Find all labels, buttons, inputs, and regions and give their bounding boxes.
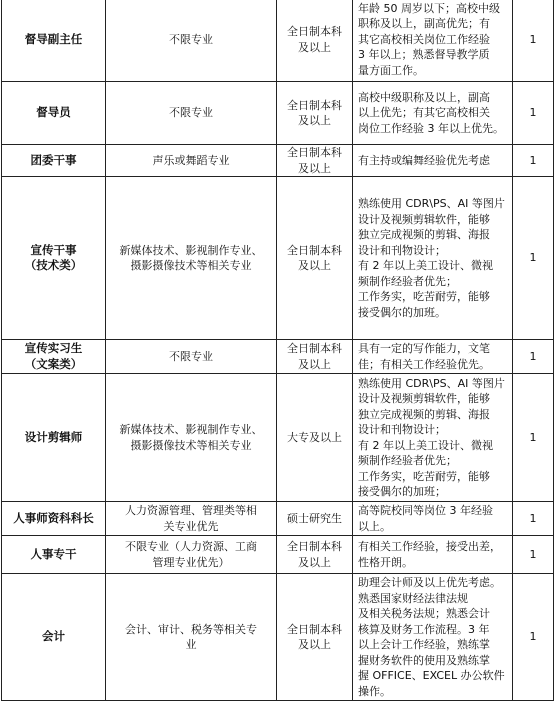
position-cell <box>2 177 106 340</box>
requirements-line: 有 2 年以上美工设计、微视 <box>358 438 493 452</box>
count-cell: 1 <box>513 145 554 177</box>
requirements-line: 具有一定的写作能力，文笔 <box>358 342 490 355</box>
position-cell <box>2 340 106 374</box>
education-line: 全日制本科 <box>287 243 342 257</box>
major-line: 声乐或舞蹈专业 <box>152 153 230 167</box>
count-cell: 1 <box>513 374 554 502</box>
requirements-cell <box>353 536 513 574</box>
requirements-line: 设计及视频剪辑软件，能够 <box>358 212 490 226</box>
education-line: 硕士研究生 <box>287 511 342 525</box>
requirements-cell <box>353 145 513 177</box>
table-row <box>2 502 554 536</box>
education-cell <box>277 574 353 701</box>
education-line: 及以上 <box>298 638 331 651</box>
requirements-line: 频制作经验者优先； <box>358 274 457 288</box>
requirements-cell <box>353 502 513 536</box>
position-line: 设计剪辑师 <box>24 429 83 444</box>
major-cell <box>106 82 277 145</box>
table-row <box>2 82 554 145</box>
count-cell: 1 <box>513 574 554 701</box>
requirements-line: 独立完成视频的剪辑、海报 <box>358 228 490 241</box>
position-line: 宣传实习生 <box>24 341 83 355</box>
position-line: 宣传干事 <box>30 242 77 257</box>
major-line: 不限专业 <box>169 32 213 46</box>
position-cell <box>2 502 106 536</box>
major-line: 摄影摄像技术等相关专业 <box>130 438 252 452</box>
position-cell <box>2 82 106 145</box>
education-line: 全日制本科 <box>287 540 342 553</box>
requirements-line: 接受偶尔的加班； <box>358 485 446 498</box>
education-cell <box>277 536 353 574</box>
position-line: （技术类） <box>24 258 83 272</box>
major-line: 管理专业优先） <box>152 555 230 569</box>
education-line: 及以上 <box>298 259 331 272</box>
requirements-line: 以上优先；有其它高校相关 <box>358 106 490 120</box>
requirements-cell <box>353 82 513 145</box>
count-cell: 1 <box>513 177 554 340</box>
requirements-line: 有主持或编舞经验优先考虑 <box>358 153 490 167</box>
education-cell <box>277 82 353 145</box>
major-line: 不限专业 <box>169 106 213 120</box>
education-line: 及以上 <box>298 161 331 175</box>
requirements-cell <box>353 574 513 701</box>
major-cell <box>106 574 277 701</box>
education-cell <box>277 374 353 502</box>
requirements-line: 接受偶尔的加班。 <box>358 305 446 319</box>
count-cell: 1 <box>513 536 554 574</box>
requirements-line: 有 2 年以上美工设计、微视 <box>358 259 493 272</box>
position-cell <box>2 0 106 82</box>
education-line: 全日制本科 <box>287 342 342 355</box>
position-cell <box>2 536 106 574</box>
position-cell <box>2 145 106 177</box>
requirements-line: 佳；有相关工作经验优先。 <box>358 357 490 371</box>
requirements-line: 握财务软件的使用及熟练掌 <box>358 653 490 667</box>
requirements-line: 以上会计工作经验，熟练掌 <box>358 638 490 651</box>
major-cell <box>106 374 277 502</box>
major-line: 新媒体技术、影视制作专业、 <box>119 423 263 436</box>
major-line: 不限专业（人力资源、工商 <box>125 540 257 553</box>
major-cell <box>106 536 277 574</box>
requirements-line: 其它高校相关岗位工作经验 <box>358 32 490 46</box>
position-line: 会计 <box>42 629 65 644</box>
education-line: 全日制本科 <box>287 146 342 159</box>
table-row <box>2 0 554 82</box>
position-line: 团委干事 <box>30 152 77 167</box>
table-body <box>2 0 554 701</box>
major-line: 会计、审计、税务等相关专 <box>125 622 257 636</box>
table-row <box>2 177 554 340</box>
education-cell <box>277 177 353 340</box>
requirements-line: 及相关税务法规；熟悉会计 <box>358 607 490 620</box>
requirements-line: 操作。 <box>358 684 391 698</box>
education-cell <box>277 502 353 536</box>
requirements-line: 工作务实，吃苦耐劳，能够 <box>358 469 490 483</box>
position-cell <box>2 374 106 502</box>
requirements-line: 3 年以上；熟悉督导教学质 <box>358 48 490 62</box>
requirements-line: 高校中级职称及以上，副高 <box>358 90 490 104</box>
education-line: 及以上 <box>298 555 331 569</box>
requirements-line: 熟练使用 CDR\PS、AI 等图片 <box>358 376 505 390</box>
table-row <box>2 145 554 177</box>
table-row <box>2 340 554 374</box>
position-line: 督导副主任 <box>24 31 83 46</box>
requirements-line: 独立完成视频的剪辑、海报 <box>358 407 490 421</box>
education-line: 及以上 <box>298 357 331 371</box>
recruitment-table <box>1 0 554 701</box>
requirements-line: 职称及以上，副高优先；有 <box>358 17 490 31</box>
position-cell <box>2 574 106 701</box>
major-line: 不限专业 <box>169 349 213 363</box>
requirements-line: 性格开朗。 <box>358 555 413 569</box>
major-line: 新媒体技术、影视制作专业、 <box>119 243 263 257</box>
requirements-line: 以上。 <box>358 519 391 533</box>
education-cell <box>277 145 353 177</box>
requirements-line: 工作务实，吃苦耐劳，能够 <box>358 290 490 303</box>
requirements-line: 量方面工作。 <box>358 63 424 77</box>
major-cell <box>106 145 277 177</box>
requirements-line: 设计和刊物设计； <box>358 243 446 257</box>
major-cell <box>106 502 277 536</box>
requirements-line: 高等院校同等岗位 3 年经验 <box>358 504 493 517</box>
education-line: 全日制本科 <box>287 98 342 112</box>
requirements-line: 握 OFFICE、EXCEL 办公软件 <box>358 669 505 682</box>
education-line: 大专及以上 <box>287 430 342 444</box>
education-cell <box>277 340 353 374</box>
table-row <box>2 374 554 502</box>
education-line: 及以上 <box>298 114 331 127</box>
position-line: 督导员 <box>36 105 71 120</box>
requirements-line: 岗位工作经验 3 年以上优先。 <box>358 121 504 135</box>
education-line: 及以上 <box>298 40 331 54</box>
table-row <box>2 574 554 701</box>
requirements-cell <box>353 340 513 374</box>
education-cell <box>277 0 353 82</box>
major-cell <box>106 340 277 374</box>
position-line: （文案类） <box>24 356 83 371</box>
requirements-line: 设计及视频剪辑软件，能够 <box>358 392 490 405</box>
requirements-line: 核算及财务工作流程。3 年 <box>358 622 490 636</box>
requirements-cell <box>353 177 513 340</box>
major-line: 人力资源管理、管理类等相 <box>125 504 257 517</box>
count-cell: 1 <box>513 0 554 82</box>
major-cell <box>106 177 277 340</box>
major-cell <box>106 0 277 82</box>
count-cell: 1 <box>513 82 554 145</box>
major-line: 业 <box>185 638 197 651</box>
position-line: 人事师资科科长 <box>13 510 94 525</box>
major-line: 关专业优先 <box>163 519 219 533</box>
education-line: 全日制本科 <box>287 25 342 38</box>
requirements-line: 助理会计师及以上优先考虑。熟悉国家财经法律法规 <box>358 576 501 605</box>
requirements-line: 频制作经验者优先； <box>358 454 457 467</box>
requirements-line: 熟练使用 CDR\PS、AI 等图片 <box>358 197 505 210</box>
requirements-line: 年龄 50 周岁以下；高校中级 <box>358 1 500 15</box>
count-cell: 1 <box>513 340 554 374</box>
major-line: 摄影摄像技术等相关专业 <box>130 259 252 272</box>
count-cell: 1 <box>513 502 554 536</box>
position-line: 人事专干 <box>30 546 77 561</box>
table-row <box>2 536 554 574</box>
requirements-line: 有相关工作经验，接受出差， <box>358 540 501 553</box>
education-line: 全日制本科 <box>287 622 342 636</box>
requirements-cell <box>353 0 513 82</box>
requirements-line: 设计和刊物设计； <box>358 423 446 436</box>
requirements-cell <box>353 374 513 502</box>
